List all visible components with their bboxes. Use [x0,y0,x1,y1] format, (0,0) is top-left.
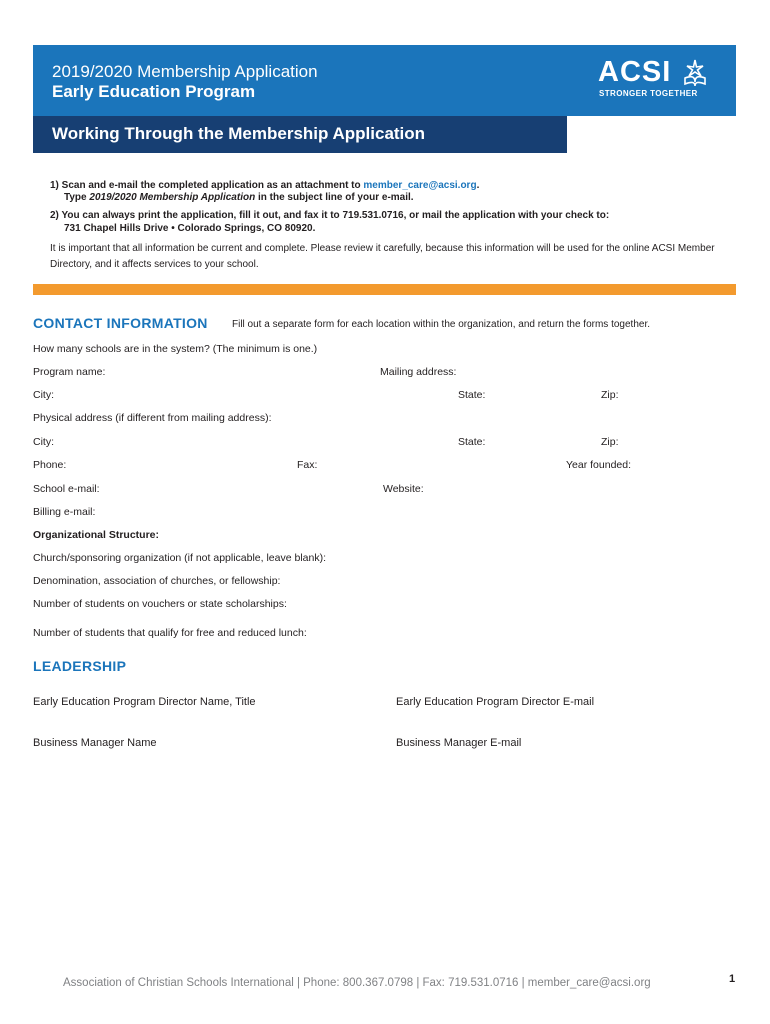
physical-city-label: City: [33,436,54,448]
acsi-logo [598,56,714,104]
header-year-title: 2019/2020 Membership Application [52,62,318,81]
member-care-email-link[interactable]: member_care@acsi.org [363,180,477,191]
logo-tagline: STRONGER TOGETHER [599,89,698,98]
physical-city-input[interactable] [60,445,450,447]
mailing-address-input[interactable] [470,375,738,377]
state-label: State: [458,389,486,401]
website-label: Website: [383,483,424,495]
instruction-2: 2) You can always print the application, fill it out, and fax it to 719.531.0716, or mail the application with your check to: [50,210,610,221]
zip-input[interactable] [625,398,738,400]
contact-section-subtitle: Fill out a separate form for each location within the organization, and return the forms together. [232,319,651,330]
orange-divider [33,284,736,295]
mailing-address-text: 731 Chapel Hills Drive • Colorado Springs, CO 80920. [64,223,316,234]
subject-text-b: in the subject line of your e-mail. [255,192,414,203]
importance-note: It is important that all information be current and complete. Please review it carefully, because this information will be used for the online ACSI Member Directory, and it affects services to your school. [50,243,715,270]
schools-count-input[interactable] [344,353,394,355]
physical-address-label: Physical address (if different from mailing address): [33,412,272,424]
instruction-1-text: 1) Scan and e-mail the completed application as an attachment to [50,180,364,191]
phone-input[interactable] [75,468,289,470]
denomination-label: Denomination, association of churches, or fellowship: [33,575,281,587]
billing-email-label: Billing e-mail: [33,506,96,518]
logo-text: ACSI [598,56,672,88]
director-name-input[interactable] [33,690,377,692]
subject-text-a: Type [64,192,90,203]
year-founded-input[interactable] [643,468,738,470]
program-name-input[interactable] [118,375,372,377]
director-email-input[interactable] [396,690,740,692]
free-lunch-label: Number of students that qualify for free and reduced lunch: [33,627,307,639]
program-name-label: Program name: [33,366,106,378]
fax-label: Fax: [297,459,318,471]
footer-contact: Association of Christian Schools International | Phone: 800.367.0798 | Fax: 719.531.0716 | member_care@acsi.org [63,977,651,989]
contact-section-title: CONTACT INFORMATION [33,315,208,331]
year-founded-label: Year founded: [566,459,632,471]
school-email-input[interactable] [116,492,375,494]
page-number: 1 [729,973,736,985]
schools-count-label: How many schools are in the system? (The minimum is one.) [33,343,318,355]
business-manager-email-label: Business Manager E-mail [396,737,522,749]
church-label: Church/sponsoring organization (if not applicable, leave blank): [33,552,327,564]
church-input[interactable] [371,562,738,564]
phone-label: Phone: [33,459,67,471]
billing-email-input[interactable] [110,515,375,517]
header-program-title: Early Education Program [52,82,256,101]
physical-state-label: State: [458,436,486,448]
state-input[interactable] [494,398,594,400]
leadership-section-title: LEADERSHIP [33,658,127,674]
director-name-label: Early Education Program Director Name, Title [33,696,256,708]
business-manager-name-input[interactable] [33,731,377,733]
torch-book-icon [682,58,708,88]
city-label: City: [33,389,54,401]
instruction-1 [50,180,479,191]
school-email-label: School e-mail: [33,483,100,495]
physical-address-input[interactable] [302,421,738,423]
website-input[interactable] [434,492,738,494]
free-lunch-input[interactable] [346,637,406,639]
instruction-1-subject [64,192,414,203]
vouchers-input[interactable] [322,608,384,610]
subject-emphasis: 2019/2020 Membership Application [89,192,256,203]
denomination-input[interactable] [316,585,738,587]
city-input[interactable] [60,398,450,400]
instruction-1-end: . [476,180,480,191]
director-email-label: Early Education Program Director E-mail [396,696,595,708]
business-manager-email-input[interactable] [396,731,740,733]
vouchers-label: Number of students on vouchers or state scholarships: [33,598,287,610]
physical-zip-label: Zip: [601,436,619,448]
fax-input[interactable] [325,468,558,470]
zip-label: Zip: [601,389,619,401]
physical-zip-input[interactable] [625,445,738,447]
business-manager-name-label: Business Manager Name [33,737,157,749]
mailing-address-label: Mailing address: [380,366,457,378]
physical-state-input[interactable] [494,445,594,447]
band-title: Working Through the Membership Application [52,124,426,143]
org-structure-heading: Organizational Structure: [33,529,160,541]
